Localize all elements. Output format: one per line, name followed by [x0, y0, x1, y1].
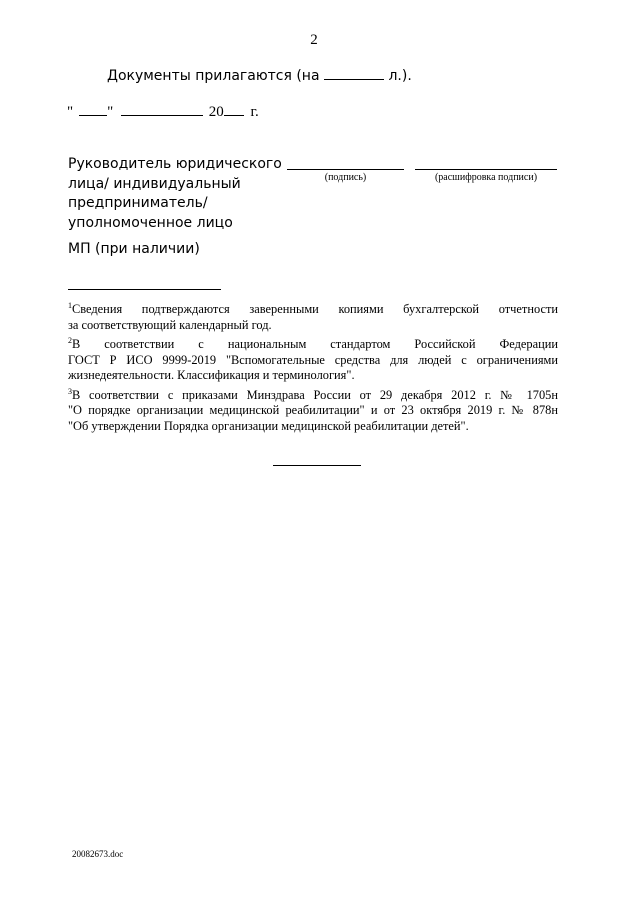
attachments-pages-blank[interactable] — [324, 79, 384, 80]
date-month-blank[interactable] — [121, 115, 203, 116]
footnote-3 — [68, 384, 558, 435]
signature-caption: (подпись) — [324, 172, 367, 183]
signatory-line-2: лица/ индивидуальный — [68, 175, 241, 192]
end-separator — [273, 465, 361, 466]
footnote-3-line-3: "Об утверждении Порядка организации медицинской реабилитации детей". — [68, 418, 469, 433]
footnote-3-line-1: $^3$В соответствии с приказами Минздрава России от 29 декабря 2012 г. № 1705н — [68, 386, 558, 402]
signatory-title — [68, 155, 282, 233]
signatory-line-3: предприниматель/ — [68, 195, 208, 211]
date-day-blank[interactable] — [79, 115, 107, 116]
attachments-prefix: Документы прилагаются (на — [107, 68, 320, 84]
footnote-2-line-3: жизнедеятельности. Классификация и терминология". — [68, 368, 355, 382]
page-number: 2 — [310, 32, 318, 48]
date-year-prefix: 20 — [208, 104, 224, 120]
decoding-caption: (расшифровка подписи) — [434, 172, 538, 183]
footnote-1 — [68, 298, 558, 333]
date-quote-close: " — [107, 104, 114, 120]
date-quote-open: " — [67, 104, 74, 120]
footnote-2-line-1: $^2$В соответствии с национальным стандартом Российской Федерации — [68, 336, 558, 351]
signatory-line-1: Руководитель юридического — [68, 156, 282, 172]
footnote-separator — [68, 289, 221, 290]
footnote-2-line-2: ГОСТ Р ИСО 9999-2019 "Вспомогательные средства для людей с ограничениями — [68, 352, 558, 367]
footnote-3-line-2: "О порядке организации медицинской реабилитации" и от 23 октября 2019 г. № 878н — [68, 403, 558, 417]
footnote-2-number: 2 — [68, 336, 72, 345]
footnote-1-number: 1 — [68, 301, 72, 310]
footnotes — [68, 298, 558, 434]
signature-blank[interactable] — [287, 169, 404, 170]
date-year-suffix: г. — [250, 104, 259, 120]
date-line — [67, 104, 259, 121]
footnote-2 — [68, 333, 558, 384]
decoding-blank[interactable] — [415, 169, 557, 170]
doc-filename: 20082673.doc — [72, 849, 124, 859]
stamp-label: МП (при наличии) — [68, 241, 200, 257]
attachments-suffix: л.). — [388, 68, 412, 84]
attachments-line — [107, 68, 412, 84]
signatory-line-4: уполномоченное лицо — [68, 214, 233, 231]
footnote-1-line-1: $^1$Сведения подтверждаются заверенными копиями бухгалтерской отчетности — [68, 301, 558, 316]
date-year-blank[interactable] — [224, 115, 244, 116]
footnote-1-line-2: за соответствующий календарный год. — [68, 317, 272, 332]
footnote-3-number: 3 — [68, 386, 72, 396]
